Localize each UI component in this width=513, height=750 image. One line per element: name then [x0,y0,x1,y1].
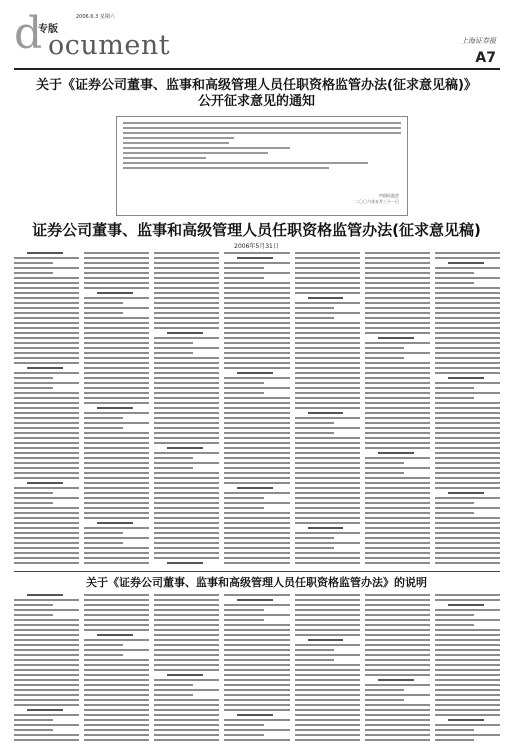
text-column [295,252,360,567]
header-rule [14,68,500,70]
notice-title-line1: 关于《证券公司董事、监事和高级管理人员任职资格监管办法(征求意见稿)》 [36,78,477,93]
notice-signature-date: 二〇〇六年五月三十一日 [355,199,399,204]
section-label: 专版 [38,24,58,35]
newspaper-name: 上海证券报 [461,37,496,45]
text-column [295,594,360,744]
regulation-title: 证券公司董事、监事和高级管理人员任职资格监管办法(征求意见稿) [32,221,481,239]
explanation-title: 关于《证券公司董事、监事和高级管理人员任职资格监管办法》的说明 [86,576,427,589]
notice-box [116,116,408,216]
notice-title-line2: 公开征求意见的通知 [197,94,315,109]
regulation-date: 2006年5月31日 [234,243,279,250]
text-column [224,252,289,567]
text-column [154,252,219,567]
masthead-big-letter: d [14,8,43,59]
text-column [84,252,149,567]
regulation-body-columns [14,252,500,567]
text-column [84,594,149,744]
text-column [14,594,79,744]
page-header [14,6,502,68]
explanation-body-columns [14,594,500,744]
notice-body [123,122,401,172]
section-divider [14,571,500,572]
text-column [224,594,289,744]
text-column [365,252,430,567]
text-column [435,252,500,567]
text-column [435,594,500,744]
text-column [365,594,430,744]
masthead-word: ocument [48,30,171,61]
text-column [14,252,79,567]
text-column [154,594,219,744]
page-number: A7 [475,50,496,66]
notice-signature: 中国证监会 [379,193,399,198]
issue-date: 2006.6.3 星期六 [76,14,115,20]
